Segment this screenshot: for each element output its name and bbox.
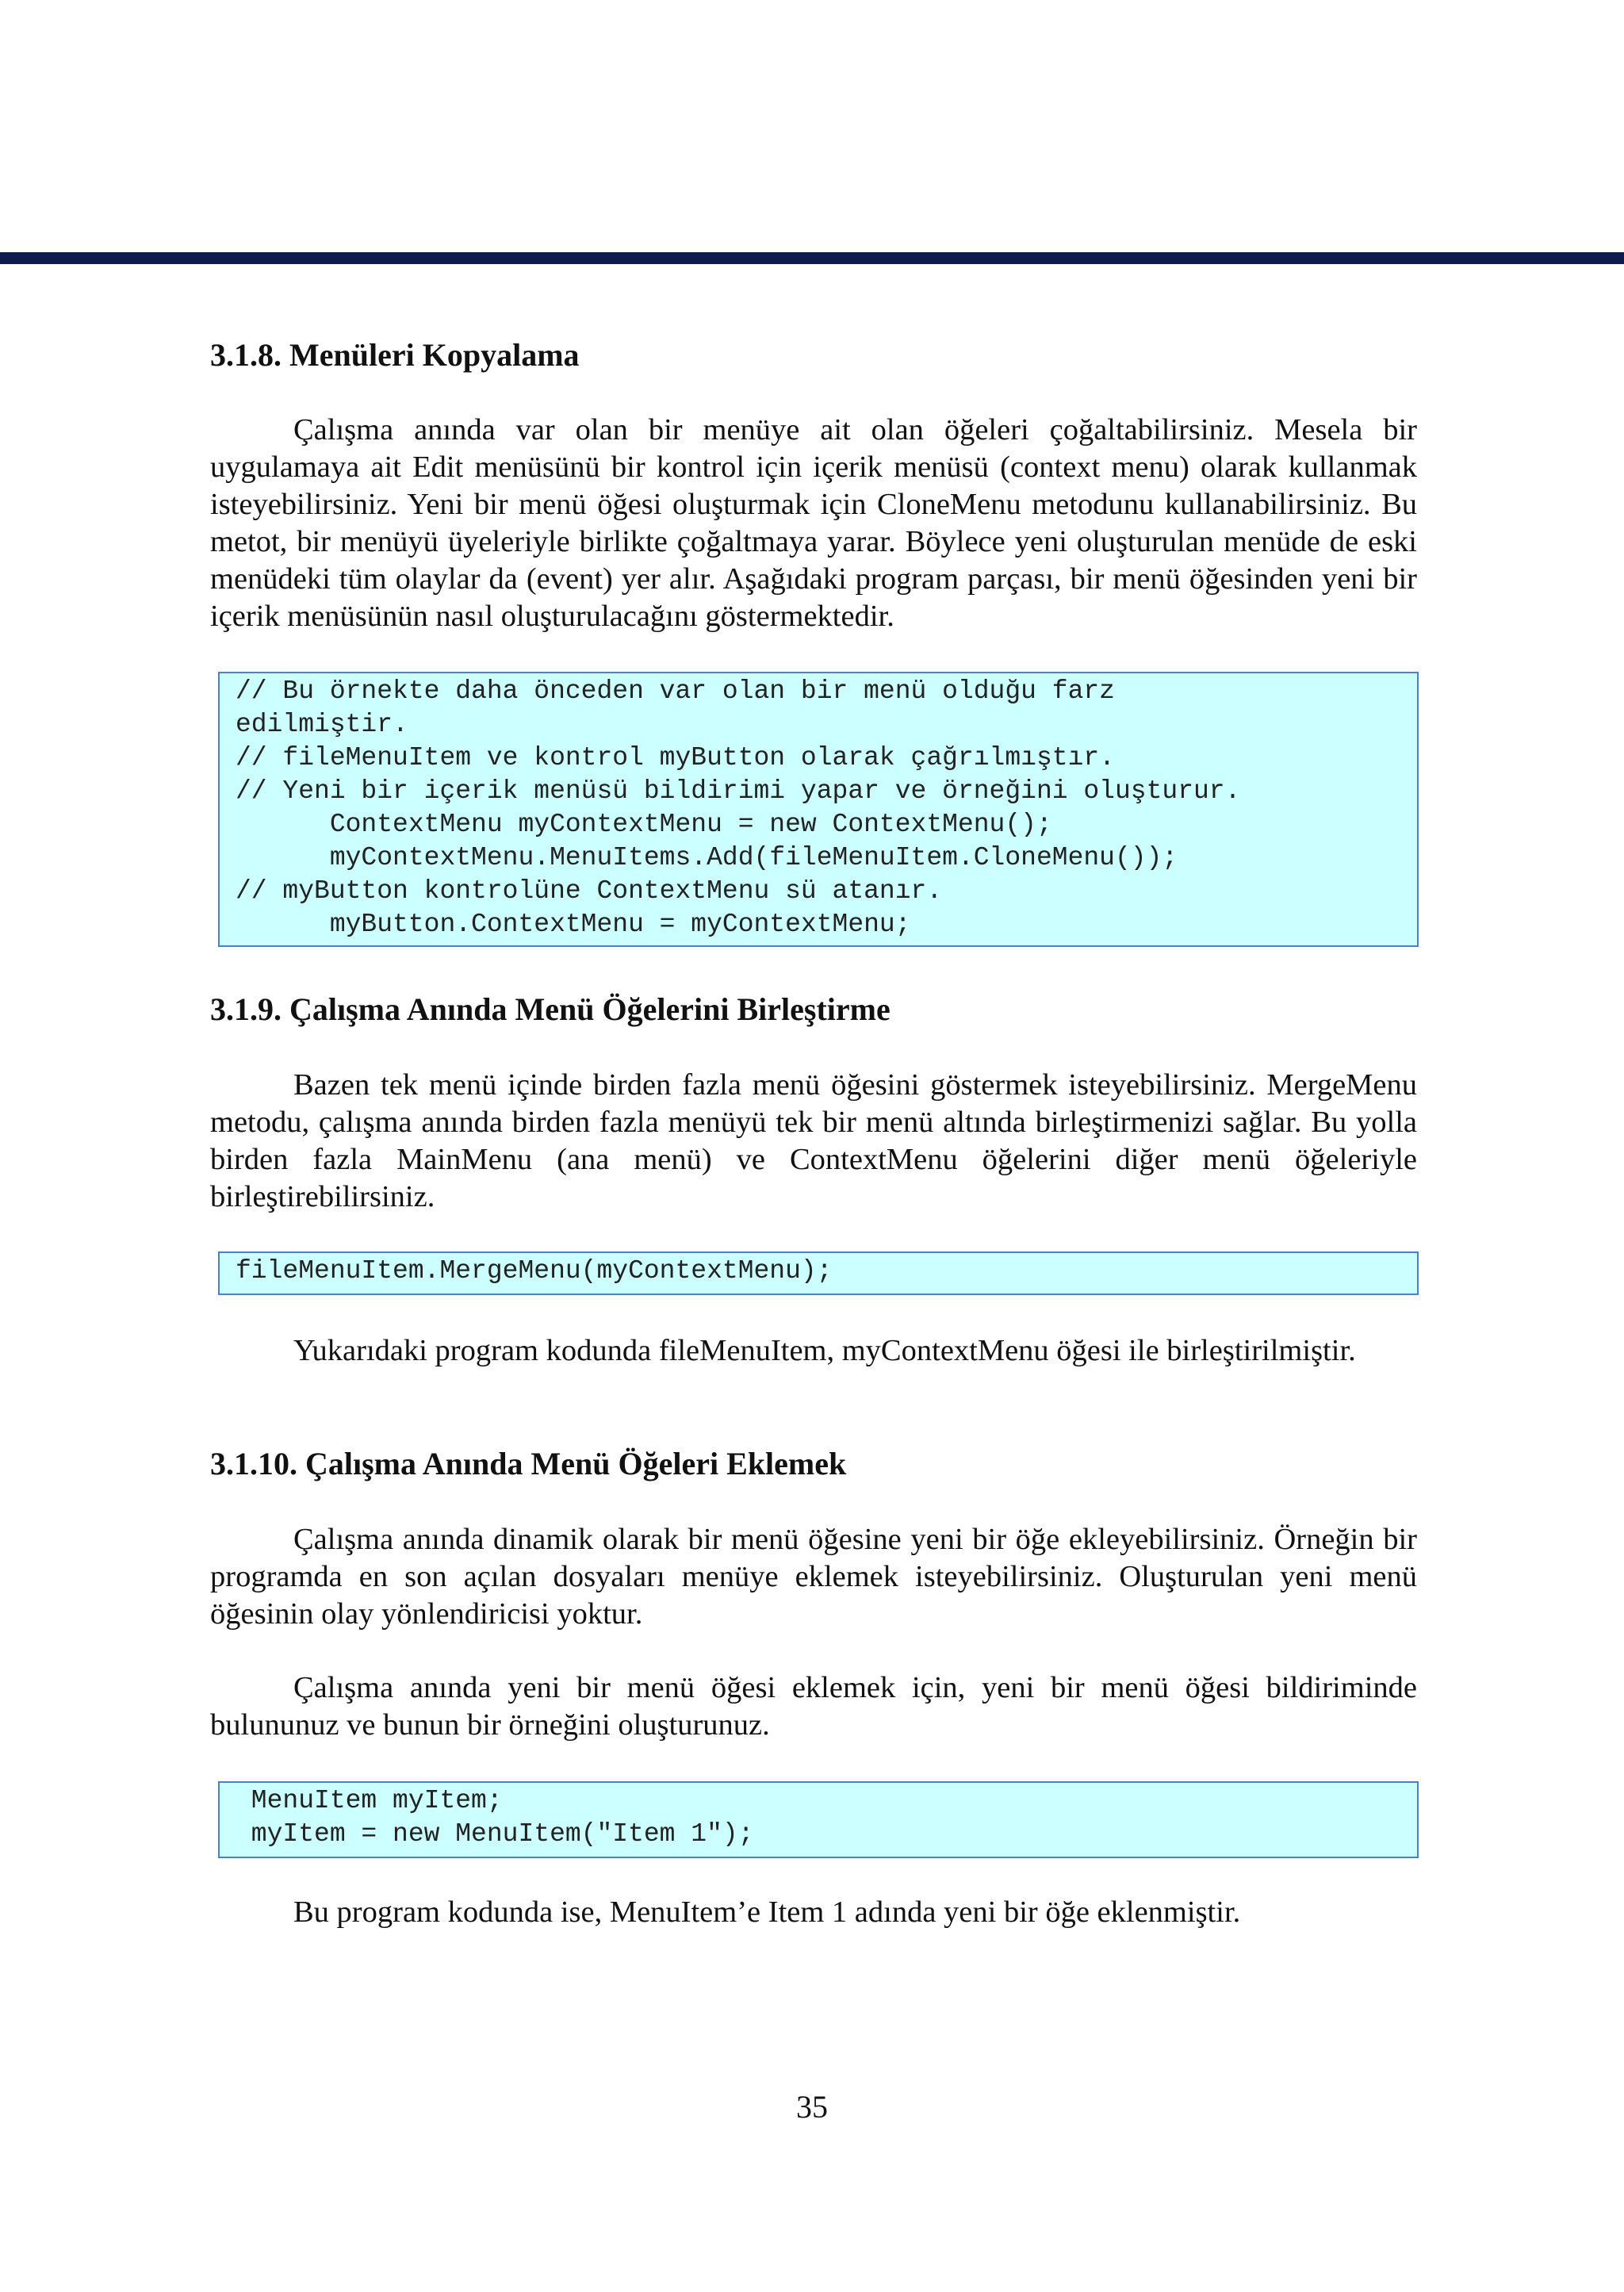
code-line: edilmiştir. bbox=[236, 710, 408, 739]
code-line: myButton.ContextMenu = myContextMenu; bbox=[236, 910, 911, 939]
code-line: fileMenuItem.MergeMenu(myContextMenu); bbox=[236, 1256, 833, 1286]
code-line: // Yeni bir içerik menüsü bildirimi yapar ve örneğini oluşturur. bbox=[236, 776, 1241, 806]
section-heading: 3.1.9. Çalışma Anında Menü Öğelerini Birleştirme bbox=[210, 991, 891, 1027]
paragraph: Yukarıdaki program kodunda fileMenuItem, myContextMenu öğesi ile birleştirilmiştir. bbox=[293, 1334, 1356, 1367]
section-heading: 3.1.8. Menüleri Kopyalama bbox=[210, 337, 580, 373]
code-line: myItem = new MenuItem("Item 1"); bbox=[236, 1819, 754, 1849]
code-line: // myButton kontrolüne ContextMenu sü atanır. bbox=[236, 876, 943, 906]
code-block bbox=[218, 1251, 1419, 1295]
paragraph: Bazen tek menü içinde birden fazla menü öğesini göstermek isteyebilirsiniz. MergeMenu metodu, çalışma anında birden fazla menüyü tek bir menü altında birleştirmenizi sağlar. Bu yolla birden fazla MainMenu (ana menü) ve ContextMenu öğelerini diğer menü öğeleriyle birleştirebilirsiniz. bbox=[210, 1068, 1417, 1213]
paragraph: Bu program kodunda ise, MenuItem’e Item 1 adında yeni bir öğe eklenmiştir. bbox=[293, 1895, 1241, 1929]
paragraph: Çalışma anında dinamik olarak bir menü öğesine yeni bir öğe ekleyebilirsiniz. Örneğin bir programda en son açılan dosyaları menüye eklemek isteyebilirsiniz. Oluşturulan yeni menü öğesinin olay yönlendiricisi yoktur. bbox=[210, 1523, 1417, 1631]
code-block bbox=[218, 1781, 1419, 1858]
code-block bbox=[218, 672, 1419, 947]
code-line: // fileMenuItem ve kontrol myButton olarak çağrılmıştır. bbox=[236, 743, 1115, 772]
header-rule bbox=[0, 252, 1624, 264]
code-line: myContextMenu.MenuItems.Add(fileMenuItem.CloneMenu()); bbox=[236, 843, 1178, 872]
code-line: ContextMenu myContextMenu = new ContextMenu(); bbox=[236, 810, 1052, 839]
code-line: // Bu örnekte daha önceden var olan bir menü olduğu farz bbox=[236, 676, 1115, 706]
paragraph: Çalışma anında yeni bir menü öğesi eklemek için, yeni bir menü öğesi bildiriminde bulununuz ve bunun bir örneğini oluşturunuz. bbox=[210, 1671, 1417, 1742]
page-number: 35 bbox=[796, 2089, 828, 2125]
paragraph: Çalışma anında var olan bir menüye ait olan öğeleri çoğaltabilirsiniz. Mesela bir uygulamaya ait Edit menüsünü bir kontrol için içerik menüsü (context menu) olarak kullanmak isteyebilirsiniz. Yeni bir menü öğesi oluşturmak için CloneMenu metodunu kullanabilirsiniz. Bu metot, bir menüyü üyeleriyle birlikte çoğaltmaya yarar. Böylece yeni oluşturulan menüde de eski menüdeki tüm olaylar da (event) yer alır. Aşağıdaki program parçası, bir menü öğesinden yeni bir içerik menüsünün nasıl oluşturulacağını göstermektedir. bbox=[210, 413, 1417, 633]
section-heading: 3.1.10. Çalışma Anında Menü Öğeleri Eklemek bbox=[210, 1446, 847, 1481]
code-line: MenuItem myItem; bbox=[236, 1786, 503, 1815]
